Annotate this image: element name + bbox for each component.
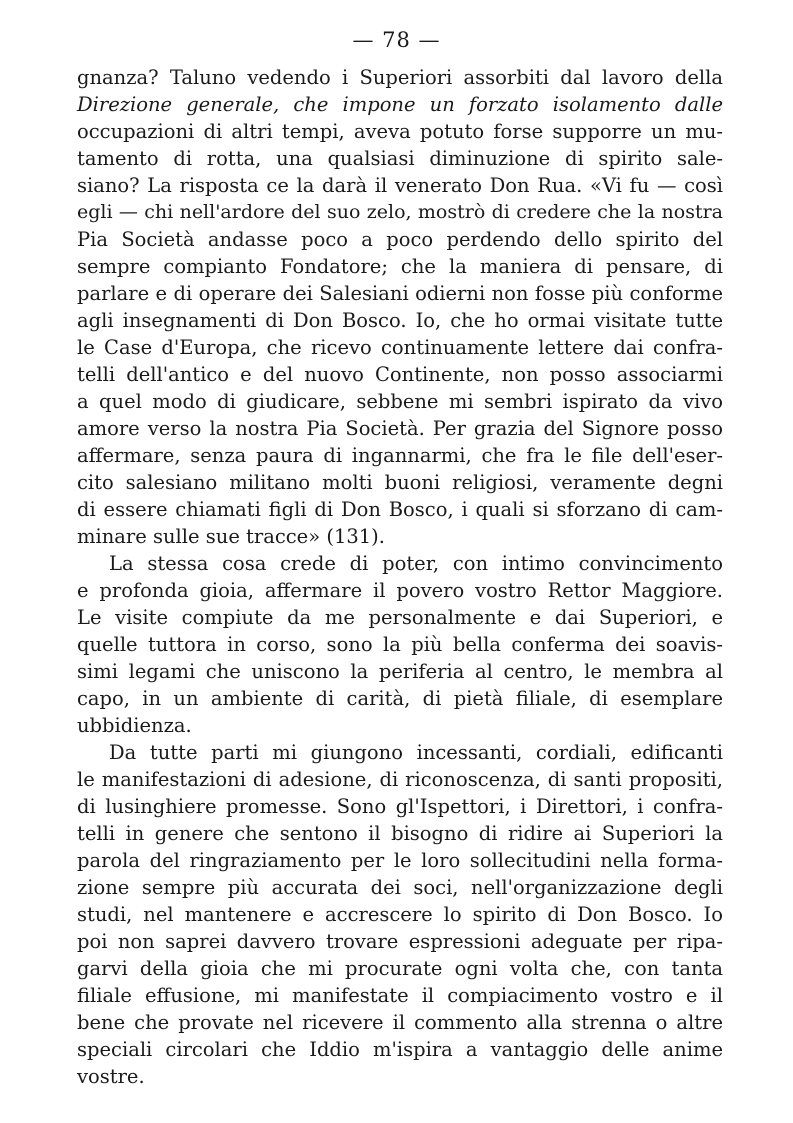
text-line: telli in genere che sentono il bisogno di ridire ai Superiori la <box>77 822 723 845</box>
paragraph-2 <box>77 550 723 739</box>
text-line: a quel modo di giudicare, sebbene mi sembri ispirato da vivo <box>77 390 723 413</box>
text-line: le manifestazioni di adesione, di riconoscenza, di santi propositi, <box>77 768 723 791</box>
text-line: La stessa cosa crede di poter, con intimo convincimento <box>109 552 723 575</box>
text-line: bene che provate nel ricevere il commento alla strenna o altre <box>77 1011 723 1034</box>
text-line: parola del ringraziamento per le loro sollecitudini nella forma- <box>77 849 723 872</box>
text-line: capo, in un ambiente di carità, di pietà filiale, di esemplare <box>77 687 723 710</box>
text-line: sempre compianto Fondatore; che la maniera di pensare, di <box>77 255 723 278</box>
text-line: siano? La risposta ce la darà il venerato Don Rua. «Vi fu — così <box>77 174 723 197</box>
text-line: filiale effusione, mi manifestate il compiacimento vostro e il <box>77 984 723 1007</box>
text-line: tamento di rotta, una qualsiasi diminuzione di spirito sale- <box>77 147 723 170</box>
text-line: Direzione generale, che impone un forzato isolamento dalle <box>77 93 723 116</box>
text-line: cito salesiano militano molti buoni religiosi, veramente degni <box>77 471 723 494</box>
page-number: — 78 — <box>352 28 441 52</box>
text-line: Le visite compiute da me personalmente e dai Superiori, e <box>77 606 723 629</box>
text-line: simi legami che uniscono la periferia al centro, le membra al <box>77 660 723 683</box>
text-line: minare sulle sue tracce» (131). <box>77 525 385 548</box>
text-line: egli — chi nell'ardore del suo zelo, mostrò di credere che la nostra <box>77 201 723 223</box>
paragraph-1 <box>77 64 723 550</box>
text-line: vostre. <box>77 1065 145 1088</box>
text-line: ubbidienza. <box>77 714 192 737</box>
text-line: quelle tuttora in corso, sono la più bella conferma dei soavis- <box>77 633 723 656</box>
body-text <box>77 64 723 1090</box>
text-line: Pia Società andasse poco a poco perdendo dello spirito del <box>77 228 723 251</box>
text-line: speciali circolari che Iddio m'ispira a vantaggio delle anime <box>77 1038 723 1061</box>
text-line: garvi della gioia che mi procurate ogni volta che, con tanta <box>77 957 723 980</box>
text-line: le Case d'Europa, che ricevo continuamente lettere dai confra- <box>77 336 723 359</box>
text-line: agli insegnamenti di Don Bosco. Io, che ho ormai visitate tutte <box>77 309 723 332</box>
text-line: amore verso la nostra Pia Società. Per grazia del Signore posso <box>77 417 723 440</box>
text-line: gnanza? Taluno vedendo i Superiori assorbiti dal lavoro della <box>77 66 723 89</box>
text-line: di lusinghiere promesse. Sono gl'Ispettori, i Direttori, i confra- <box>77 795 723 818</box>
text-line: studi, nel mantenere e accrescere lo spirito di Don Bosco. Io <box>77 903 723 926</box>
text-line: Da tutte parti mi giungono incessanti, cordiali, edificanti <box>109 741 723 764</box>
text-line: occupazioni di altri tempi, aveva potuto forse supporre un mu- <box>77 120 723 143</box>
text-line: e profonda gioia, affermare il povero vostro Rettor Maggiore. <box>77 579 723 602</box>
text-line: affermare, senza paura di ingannarmi, che fra le file dell'eser- <box>77 444 723 467</box>
paragraph-3 <box>77 739 723 1090</box>
text-line: poi non saprei davvero trovare espressioni adeguate per ripa- <box>77 930 723 953</box>
text-line: parlare e di operare dei Salesiani odierni non fosse più conforme <box>77 282 723 305</box>
text-line: telli dell'antico e del nuovo Continente, non posso associarmi <box>77 363 723 386</box>
text-line: zione sempre più accurata dei soci, nell'organizzazione degli <box>77 876 723 899</box>
text-line: di essere chiamati figli di Don Bosco, i quali si sforzano di cam- <box>77 498 723 521</box>
